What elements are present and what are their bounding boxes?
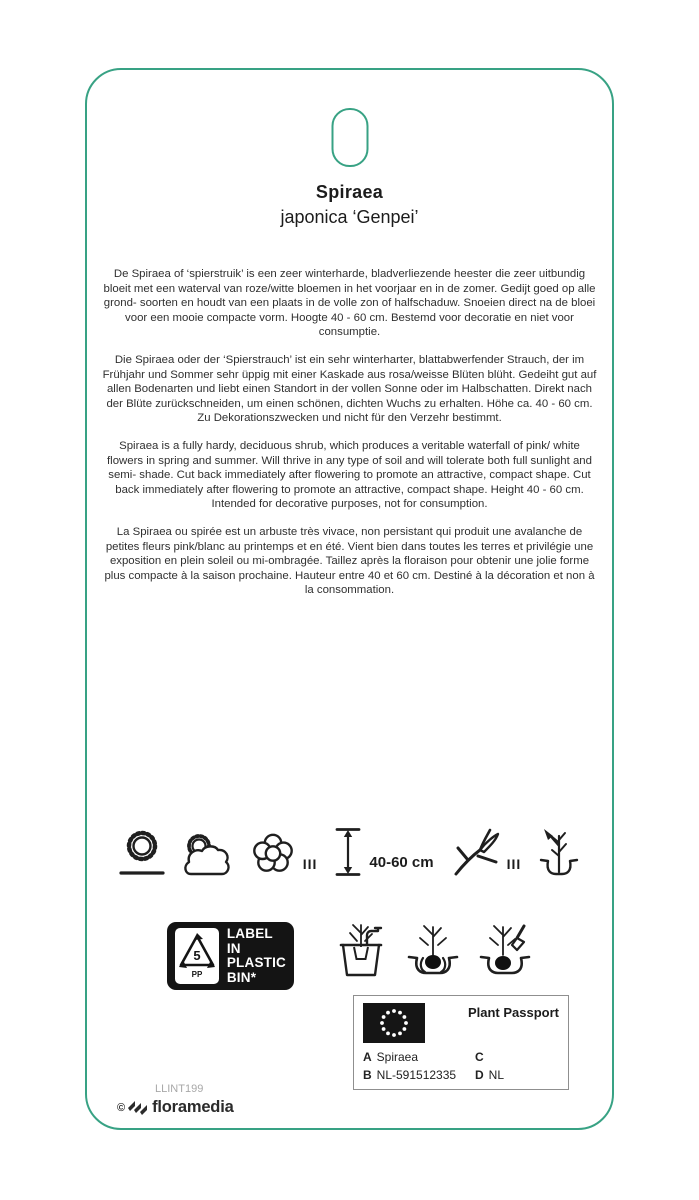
floramedia-leaf-icon [127, 1100, 149, 1115]
care-icons-row [87, 826, 612, 878]
pruning-icon [450, 826, 502, 878]
eu-flag-icon [363, 1003, 425, 1043]
badge-line2: PLASTIC [226, 955, 286, 970]
description-dutch: De Spiraea of ‘spierstruik’ is een zeer winterharde, bladverliezende heester die zeer uitbundig bloeit met een waterval van roze/witte bloemen in het voorjaar en in de zomer. Gedijt goed op alle grond- soorten en houdt van een plaats in de volle zon of halfschaduw. Snoeien direct na de bloei voor een mooie compacte vorm. Hoogte 40 - 60 cm. Bestemd voor decoratie en niet voor consumptie. [103, 268, 596, 339]
brand-name: floramedia [152, 1098, 234, 1116]
planting-steps [316, 910, 532, 990]
badge-line1: LABEL IN [226, 926, 273, 956]
plant-cultivar-subtitle: japonica ‘Genpei’ [280, 207, 419, 227]
prune-plant-icon [537, 826, 581, 878]
description-english: Spiraea is a fully hardy, deciduous shrub, which produces a veritable waterfall of pink/ white flowers in spring and summer. Will thrive in any type of soil and will tolerate both full sunlight and semi- shade. Cut back immediately after flowering to promote an attractive, compact shape. Cut back immediately after flowering to promote an attractive, compact shape. Height 40 - 60 cm. Intended for decorative purposes, not for consumption. [107, 439, 592, 511]
recycle-pp5-icon [175, 928, 219, 984]
flowering-months-label: III [302, 856, 318, 872]
partial-shade-icon [182, 832, 232, 878]
plastic-bin-badge [167, 922, 294, 990]
description-block [101, 267, 598, 611]
passport-rows [363, 1050, 559, 1082]
passport-row-a: A Spiraea [363, 1050, 419, 1064]
hang-hole [331, 108, 368, 167]
plant-trowel-icon [478, 910, 532, 990]
pruning-months-label: III [506, 856, 522, 872]
recycle-and-planting-row [87, 910, 612, 990]
description-french: La Spiraea ou spirée est un arbuste très vivace, non persistant qui produit une avalanche de petites fleurs pink/blanc au printemps et en été. Vient bien dans toutes les terres et privilégie une exposition en plein soleil ou mi-ombragée. Taillez après la floraison pour obtenir une jolie forme plus compacte à la saison prochaine. Hauteur entre 40 et 60 cm. Destiné à la décoration et non à la consommation. [104, 525, 595, 597]
height-range-label: 40-60 cm [369, 854, 434, 871]
floramedia-logo [113, 1098, 238, 1117]
plant-passport-box [353, 995, 569, 1090]
passport-row-d: D NL [475, 1068, 505, 1082]
soak-bucket-icon [334, 910, 388, 990]
copyright-icon: © [117, 1101, 126, 1114]
plant-genus-title: Spiraea [315, 182, 384, 202]
passport-heading: Plant Passport [467, 1005, 559, 1020]
plant-label-card [85, 68, 614, 1130]
plastic-bin-text [227, 927, 286, 985]
passport-row-b: B NL-591512335 [363, 1068, 457, 1082]
height-icon [333, 826, 363, 878]
rootball-hole-icon [406, 910, 460, 990]
label-print-code: LLINT199 [155, 1083, 204, 1095]
badge-line3: BIN* [226, 969, 257, 985]
passport-row-c: C [475, 1050, 484, 1064]
recycle-number: 5 [193, 948, 201, 963]
flower-icon [248, 828, 298, 878]
full-sun-icon [118, 826, 166, 878]
description-german: Die Spiraea oder der ‘Spierstrauch’ ist ein sehr winterharter, blattabwerfender Strauch, der im Frühjahr und Sommer sehr üppig mit einer Kaskade aus rosa/weisse Blüten blüht. Gedeiht gut auf allen Bodenarten und liebt einen Standort in der vollen Sonne oder im Halbschatten. Direkt nach der Blüte zurückschneiden, um einen schönen, dichten Wuchs zu erhalten. Höhe ca. 40 - 60 cm. Zu Dekorationszwecken und nicht für den Verzehr bestimmt. [102, 353, 597, 425]
recycle-material: PP [191, 970, 203, 979]
